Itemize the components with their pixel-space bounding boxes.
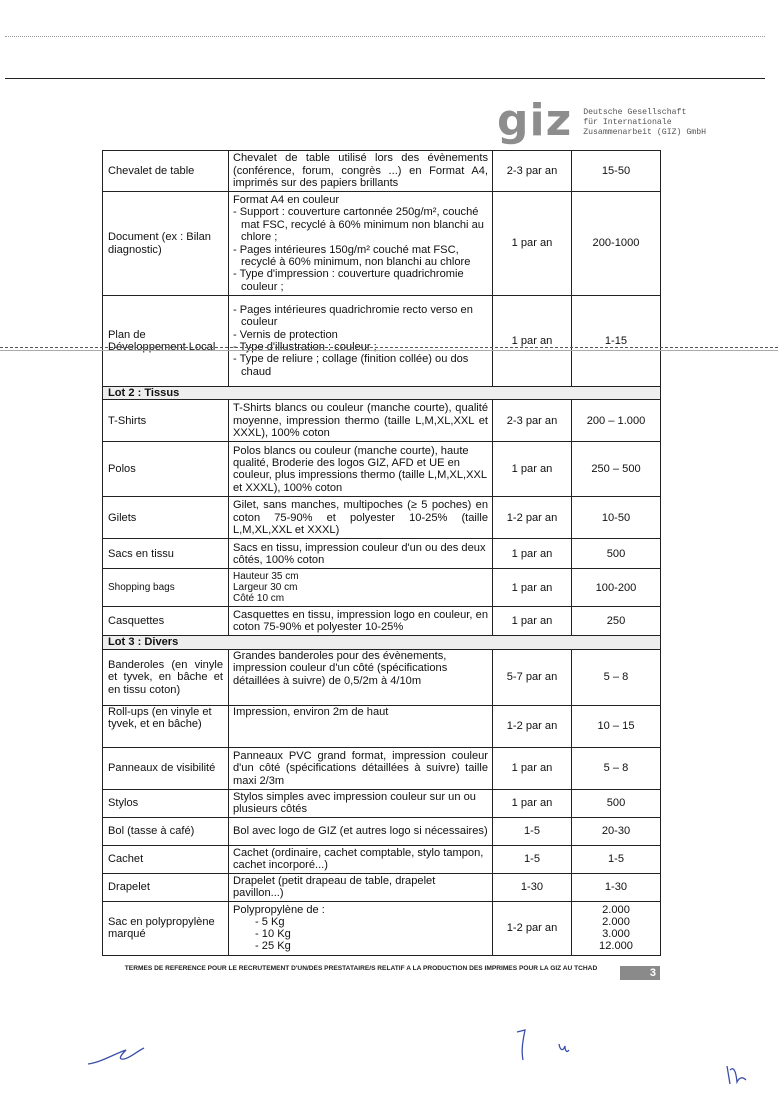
table-row xyxy=(103,705,661,747)
item-name: Cachet xyxy=(103,845,229,873)
handwritten-initial-mark xyxy=(86,1040,146,1070)
handwritten-initial-mark xyxy=(724,1060,750,1090)
item-description: Drapelet (petit drapeau de table, drapelet pavillon...) xyxy=(229,873,493,901)
item-description: Impression, environ 2m de haut xyxy=(229,705,493,747)
item-quantity: 100-200 xyxy=(572,569,661,607)
item-quantity: 15-50 xyxy=(572,151,661,192)
item-name: T-Shirts xyxy=(103,400,229,442)
item-name: Panneaux de visibilité xyxy=(103,747,229,789)
table-row xyxy=(103,497,661,539)
item-name: Sacs en tissu xyxy=(103,539,229,569)
item-frequency: 2-3 par an xyxy=(493,151,572,192)
item-quantity: 10-50 xyxy=(572,497,661,539)
item-frequency: 1-30 xyxy=(493,873,572,901)
table-row xyxy=(103,747,661,789)
table-row xyxy=(103,817,661,845)
item-description: Cachet (ordinaire, cachet comptable, stylo tampon, cachet incorporé...) xyxy=(229,845,493,873)
table-row xyxy=(103,400,661,442)
item-frequency: 1 par an xyxy=(493,539,572,569)
table-row xyxy=(103,789,661,817)
lot-3-title: Lot 3 : Divers xyxy=(103,636,661,649)
table-row xyxy=(103,539,661,569)
page-footer xyxy=(102,965,660,983)
page-number: 3 xyxy=(620,966,660,980)
item-description: Bol avec logo de GIZ (et autres logo si nécessaires) xyxy=(229,817,493,845)
item-frequency: 1-5 xyxy=(493,845,572,873)
item-name: Stylos xyxy=(103,789,229,817)
table-row xyxy=(103,873,661,901)
item-name: Sac en polypropylène marqué xyxy=(103,901,229,955)
table-row xyxy=(103,151,661,192)
item-description: Sacs en tissu, impression couleur d'un ou des deux côtés, 100% coton xyxy=(229,539,493,569)
item-description: Format A4 en couleur - Support : couverture cartonnée 250g/m², couché mat FSC, recyclé à 60% minimum non blanchi au chlore ; - Pages intérieures 150g/m² couché mat FSC, recyclé à 60% minimum, non blanchi au chlore - Type d'impression : couverture quadrichromie couleur ; xyxy=(229,192,493,296)
item-description: Polos blancs ou couleur (manche courte), haute qualité, Broderie des logos GIZ, AFD et UE en couleur, plus impressions thermo (taille L,M,XL,XXL et XXXL), 100% coton xyxy=(229,442,493,497)
item-quantity: 20-30 xyxy=(572,817,661,845)
item-description: T-Shirts blancs ou couleur (manche courte), qualité moyenne, impression thermo (taille L,M,XL,XXL et XXXL), 100% coton xyxy=(229,400,493,442)
item-name: Polos xyxy=(103,442,229,497)
item-frequency: 1-2 par an xyxy=(493,901,572,955)
item-frequency: 5-7 par an xyxy=(493,649,572,705)
item-name: Bol (tasse à café) xyxy=(103,817,229,845)
item-quantity: 250 – 500 xyxy=(572,442,661,497)
item-name: Drapelet xyxy=(103,873,229,901)
item-quantity: 200-1000 xyxy=(572,192,661,296)
table-row xyxy=(103,649,661,705)
item-frequency: 1 par an xyxy=(493,607,572,636)
item-quantity: 10 – 15 xyxy=(572,705,661,747)
item-name: Plan de Développement Local xyxy=(103,296,229,387)
item-frequency: 1 par an xyxy=(493,192,572,296)
table-row xyxy=(103,607,661,636)
header-rule xyxy=(5,78,765,79)
item-name: Chevalet de table xyxy=(103,151,229,192)
lot-2-title: Lot 2 : Tissus xyxy=(103,387,661,400)
item-description: Casquettes en tissu, impression logo en couleur, en coton 75-90% et polyester 10-25% xyxy=(229,607,493,636)
item-name: Shopping bags xyxy=(103,569,229,607)
table-row xyxy=(103,442,661,497)
footer-text: TERMES DE REFERENCE POUR LE RECRUTEMENT D'UN/DES PRESTATAIRE/S RELATIF A LA PRODUCTION DES IMPRIMES POUR LA GIZ AU TCHAD xyxy=(124,965,598,972)
scan-fold-line xyxy=(0,347,778,351)
item-quantity: 5 – 8 xyxy=(572,649,661,705)
item-name: Document (ex : Bilan diagnostic) xyxy=(103,192,229,296)
giz-logo-mark: giz xyxy=(497,95,573,146)
item-name: Casquettes xyxy=(103,607,229,636)
item-description: Polypropylène de : - 5 Kg - 10 Kg - 25 Kg xyxy=(229,901,493,955)
item-frequency: 1-2 par an xyxy=(493,705,572,747)
item-frequency: 2-3 par an xyxy=(493,400,572,442)
item-frequency: 1 par an xyxy=(493,747,572,789)
item-name: Banderoles (en vinyle et tyvek, en bâche et en tissu coton) xyxy=(103,649,229,705)
item-frequency: 1 par an xyxy=(493,296,572,387)
item-name: Roll-ups (en vinyle et tyvek, et en bâche) xyxy=(103,705,229,747)
item-frequency: 1 par an xyxy=(493,789,572,817)
lot-header xyxy=(103,387,661,400)
table-row xyxy=(103,192,661,296)
item-frequency: 1 par an xyxy=(493,569,572,607)
item-description: Gilet, sans manches, multipoches (≥ 5 poches) en coton 75-90% et polyester 10-25% (taille L,M,XL,XXL et XXXL) xyxy=(229,497,493,539)
item-frequency: 1-2 par an xyxy=(493,497,572,539)
item-description: Grandes banderoles pour des évènements, impression couleur d'un côté (spécifications détaillées à suivre) de 0,5/2m à 4/10m xyxy=(229,649,493,705)
lot-header xyxy=(103,636,661,649)
item-quantity: 250 xyxy=(572,607,661,636)
products-table xyxy=(102,150,661,956)
item-quantity: 1-30 xyxy=(572,873,661,901)
item-description: Chevalet de table utilisé lors des évènements (conférence, forum, congrès ...) en Format A4, imprimés sur des papiers brillants xyxy=(229,151,493,192)
item-quantity: 500 xyxy=(572,539,661,569)
table-row xyxy=(103,296,661,387)
table-row xyxy=(103,901,661,955)
item-quantity: 1-5 xyxy=(572,845,661,873)
item-quantity: 1-15 xyxy=(572,296,661,387)
item-description: Panneaux PVC grand format, impression couleur d'un côté (spécifications détaillées à suivre) taille maxi 2/3m xyxy=(229,747,493,789)
item-description: Hauteur 35 cm Largeur 30 cm Côté 10 cm xyxy=(229,569,493,607)
handwritten-initial-mark xyxy=(515,1026,575,1062)
item-frequency: 1-5 xyxy=(493,817,572,845)
item-name: Gilets xyxy=(103,497,229,539)
giz-logo-text: Deutsche Gesellschaft für Internationale Zusammenarbeit (GIZ) GmbH xyxy=(583,108,707,137)
item-description: Stylos simples avec impression couleur sur un ou plusieurs côtés xyxy=(229,789,493,817)
item-description: - Pages intérieures quadrichromie recto verso en couleur - Vernis de protection - Type d'illustration : couleur ; - Type de reliure ; collage (finition collée) ou dos chaud xyxy=(229,296,493,387)
item-quantity: 2.000 2.000 3.000 12.000 xyxy=(572,901,661,955)
table-row xyxy=(103,569,661,607)
item-frequency: 1 par an xyxy=(493,442,572,497)
item-quantity: 200 – 1.000 xyxy=(572,400,661,442)
giz-logo xyxy=(497,95,707,146)
scan-noise-line xyxy=(5,36,765,40)
item-quantity: 500 xyxy=(572,789,661,817)
table-row xyxy=(103,845,661,873)
item-quantity: 5 – 8 xyxy=(572,747,661,789)
